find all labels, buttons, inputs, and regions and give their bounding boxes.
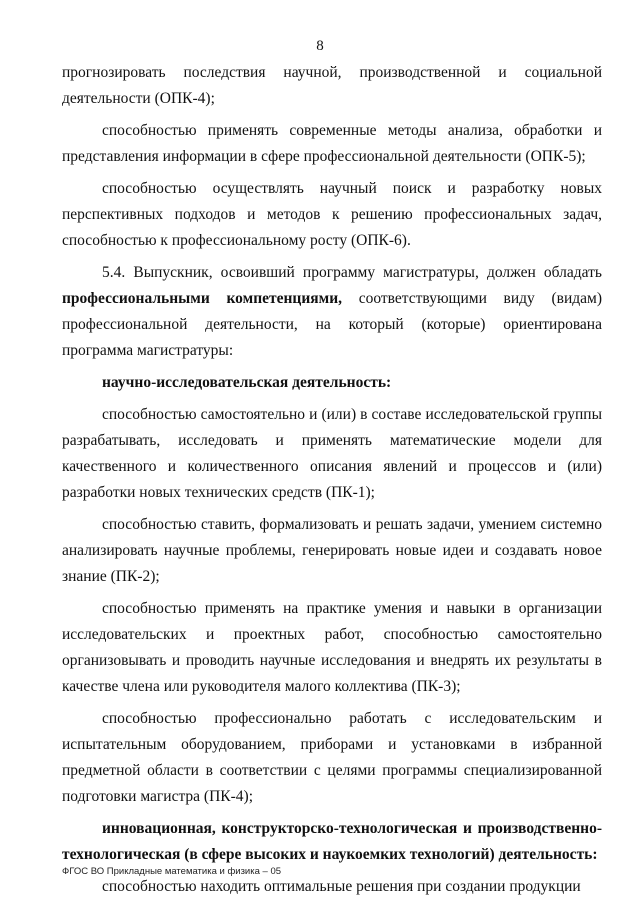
section-5-4 [62, 260, 602, 364]
research-item-pk3: способностью применять на практике умения и навыки в организации исследовательских и проектных работ, способностью самостоятельно организовывать и проводить научные исследования и внедрять их результаты в качестве члена или руководителя малого коллектива (ПК-3); [62, 600, 602, 695]
document-footer: ФГОС ВО Прикладные математика и физика – 05 [62, 866, 282, 877]
research-item-pk2: способностью ставить, формализовать и решать задачи, умением системно анализировать научные проблемы, генерировать новые идеи и создавать новое знание (ПК-2); [62, 516, 602, 585]
research-item-pk4: способностью профессионально работать с исследовательским и испытательным оборудованием, приборами и установками в избранной предметной области в соответствии с целями программы специализированной подготовки магистра (ПК-4); [62, 710, 602, 805]
page-content [62, 60, 602, 900]
innovation-item: способностью находить оптимальные решения при создании продукции [102, 878, 581, 895]
innovation-heading: инновационная, конструкторско-технологическая и производственно-технологическая (в сфере высоких и наукоемких технологий) деятельность: [62, 820, 602, 863]
research-item-pk1: способностью самостоятельно и (или) в составе исследовательской группы разрабатывать, исследовать и применять математические модели для качественного и количественного описания явлений и процессов и (или) разработки новых технических средств (ПК-1); [62, 406, 602, 501]
paragraph-opk6: способностью осуществлять научный поиск и разработку новых перспективных подходов и методов к решению профессиональных задач, способностью к профессиональному росту (ОПК-6). [62, 180, 602, 249]
page-number: 8 [316, 38, 324, 54]
section-bold-term: профессиональными компетенциями, [62, 290, 343, 307]
paragraph-opk4: прогнозировать последствия научной, производственной и социальной деятельности (ОПК-4); [62, 64, 602, 107]
section-tail: соответствующими виду (видам) профессиональной деятельности, на который (которые) ориентирована программа магистратуры: [62, 290, 602, 359]
section-lead: 5.4. Выпускник, освоивший программу магистратуры, должен обладать [102, 264, 602, 281]
research-heading: научно-исследовательская деятельность: [102, 374, 392, 391]
paragraph-opk5: способностью применять современные методы анализа, обработки и представления информации в сфере профессиональной деятельности (ОПК-5); [62, 122, 602, 165]
